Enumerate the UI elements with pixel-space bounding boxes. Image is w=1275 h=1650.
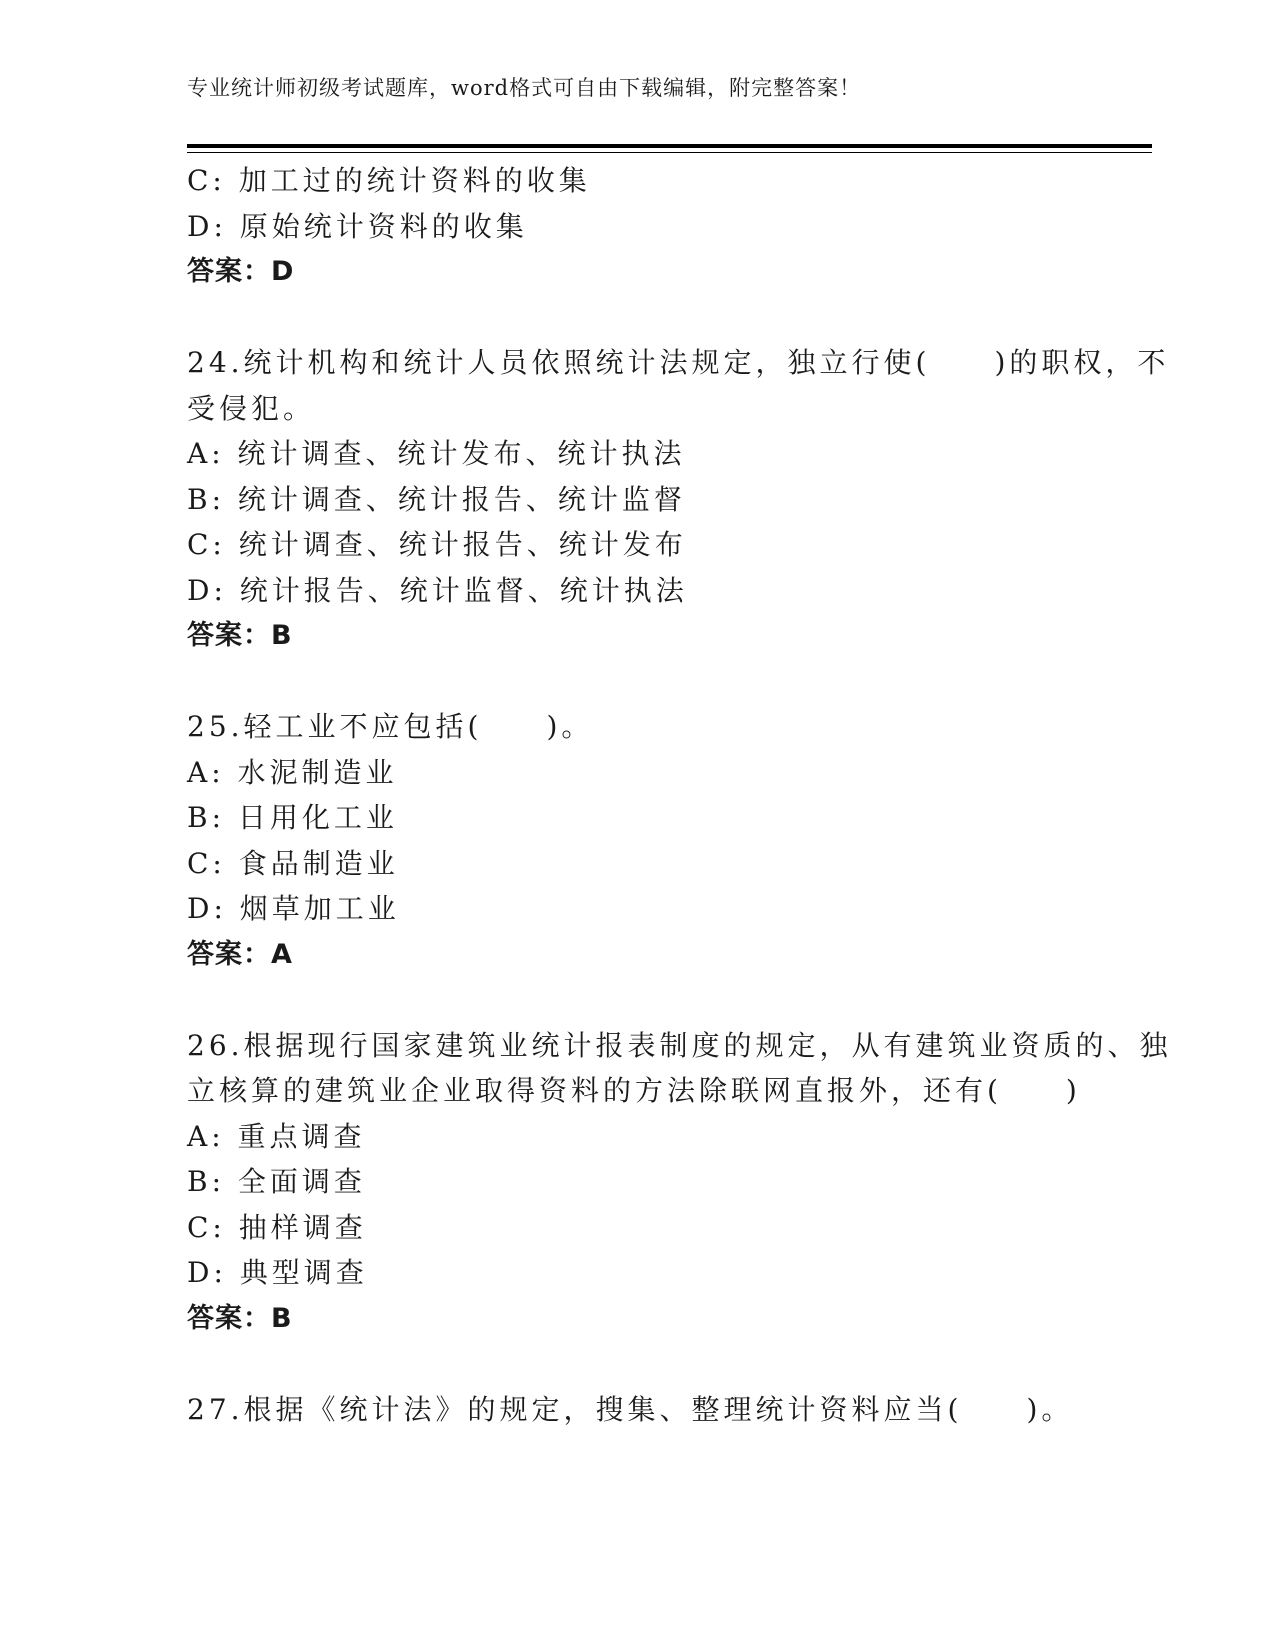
- question-stem: 26.根据现行国家建筑业统计报表制度的规定，从有建筑业资质的、独: [187, 1028, 1172, 1062]
- question-list: [187, 158, 1172, 1432]
- option-d: D: 烟草加工业: [187, 892, 400, 925]
- answer: 答案：A: [187, 938, 293, 970]
- option-b: B: 日用化工业: [187, 801, 398, 834]
- question-stem: 25.轻工业不应包括( )。: [187, 710, 594, 743]
- answer: 答案：B: [187, 620, 293, 651]
- option-d: D: 原始统计资料的收集: [187, 209, 528, 243]
- previous-question-tail: [187, 158, 1087, 295]
- question-24: [187, 340, 1170, 659]
- option-b: B: 全面调查: [187, 1165, 366, 1198]
- header-rule-thick: [187, 144, 1152, 148]
- question-26: [187, 1023, 1172, 1342]
- option-d: D: 典型调查: [187, 1256, 368, 1289]
- option-a: A: 水泥制造业: [187, 755, 398, 789]
- question-stem-continued: 受侵犯。: [187, 391, 316, 425]
- option-b: B: 统计调查、统计报告、统计监督: [187, 482, 686, 516]
- option-c: C: 加工过的统计资料的收集: [187, 164, 591, 197]
- page-header: 专业统计师初级考试题库，word格式可自由下载编辑，附完整答案！: [187, 76, 862, 100]
- question-stem: 27.根据《统计法》的规定，搜集、整理统计资料应当( )。: [187, 1392, 1074, 1426]
- option-a: A: 统计调查、统计发布、统计执法: [187, 437, 686, 470]
- option-c: C: 统计调查、统计报告、统计发布: [187, 528, 687, 561]
- question-27: [187, 1387, 1087, 1433]
- answer: 答案：D: [187, 256, 295, 287]
- option-d: D: 统计报告、统计监督、统计执法: [187, 573, 688, 607]
- option-c: C: 抽样调查: [187, 1210, 367, 1244]
- question-stem: 24.统计机构和统计人员依照统计法规定，独立行使( )的职权，不: [187, 346, 1170, 379]
- option-c: C: 食品制造业: [187, 846, 399, 880]
- question-stem-continued: 立核算的建筑业企业取得资料的方法除联网直报外，还有( ): [187, 1074, 1081, 1107]
- question-25: [187, 704, 1087, 977]
- answer: 答案：B: [187, 1302, 293, 1334]
- option-a: A: 重点调查: [187, 1119, 366, 1153]
- header-rule-thin: [187, 152, 1152, 153]
